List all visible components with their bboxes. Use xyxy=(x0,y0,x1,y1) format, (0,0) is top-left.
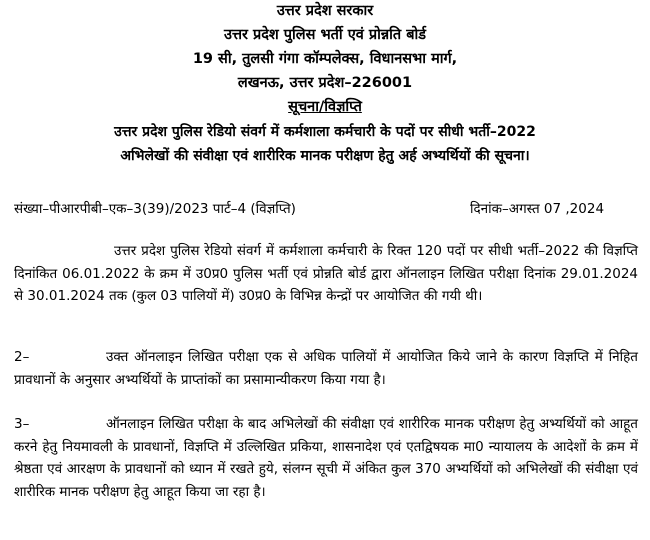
paragraph-1-text: उत्तर प्रदेश पुलिस रेडियो संवर्ग में कर्मशाला कर्मचारी के रिक्त 120 पदों पर सीधी भर्ती–2022 की विज्ञप्ति दिनांकित 06.01.2022 के क्रम में उ0प्र0 पुलिस भर्ती एवं प्रोन्नति बोर्ड द्वारा ऑनलाइन लिखित परीक्षा दिनांक 29.01.2024 से 30.01.2024 तक (कुल 03 पालियों में) उ0प्र0 के विभिन्न केन्द्रों पर आयोजित की गयी थी। xyxy=(14,243,638,305)
header-government: उत्तर प्रदेश सरकार xyxy=(276,3,374,19)
paragraph-3-number: 3– xyxy=(14,416,30,432)
header-board-name: उत्तर प्रदेश पुलिस भर्ती एवं प्रोन्नति बोर्ड xyxy=(224,27,426,43)
paragraph-1 xyxy=(14,240,638,308)
reference-date: दिनांक–अगस्त 07 ,2024 xyxy=(470,201,605,217)
notice-label xyxy=(0,98,650,116)
header-city: लखनऊ, उत्तर प्रदेश–226001 xyxy=(237,75,413,91)
paragraph-2 xyxy=(14,346,638,391)
reference-number: संख्या–पीआरपीबी–एक–3(39)/2023 पार्ट–4 (विज्ञप्ति) xyxy=(14,201,296,217)
paragraph-3-text: ऑनलाइन लिखित परीक्षा के बाद अभिलेखों की संवीक्षा एवं शारीरिक मानक परीक्षण हेतु अभ्यर्थियों को आहूत करने हेतु नियमावली के प्रावधानों, विज्ञप्ति में उल्लिखित प्रकिया, शासनादेश एवं एतद्विषयक मा0 न्यायालय के आदेशों के क्रम में श्रेष्ठता एवं आरक्षण के प्रावधानों को ध्यान में रखते हुये, संलग्न सूची में अंकित कुल 370 अभ्यर्थियों को अभिलेखों की संवीक्षा एवं शारीरिक मानक परीक्षण हेतु आहूत किया जा रहा है। xyxy=(14,416,638,500)
subject-line-1: उत्तर प्रदेश पुलिस रेडियो संवर्ग में कर्मशाला कर्मचारी के पदों पर सीधी भर्ती–2022 xyxy=(114,124,536,140)
notice-label-text: सूचना/विज्ञप्ति xyxy=(288,99,362,115)
subject-line-2: अभिलेखों की संवीक्षा एवं शारीरिक मानक परीक्षण हेतु अर्ह अभ्यर्थियों की सूचना। xyxy=(120,148,530,164)
paragraph-2-number: 2– xyxy=(14,349,30,365)
paragraph-3 xyxy=(14,413,638,503)
header-address: 19 सी, तुलसी गंगा कॉम्पलेक्स, विधानसभा मार्ग, xyxy=(192,51,458,67)
paragraph-2-text: उक्त ऑनलाइन लिखित परीक्षा एक से अधिक पालियों में आयोजित किये जाने के कारण विज्ञप्ति में निहित प्रावधानों के अनुसार अभ्यर्थियों के प्राप्तांकों का प्रसामान्यीकरण किया गया है। xyxy=(14,349,638,388)
